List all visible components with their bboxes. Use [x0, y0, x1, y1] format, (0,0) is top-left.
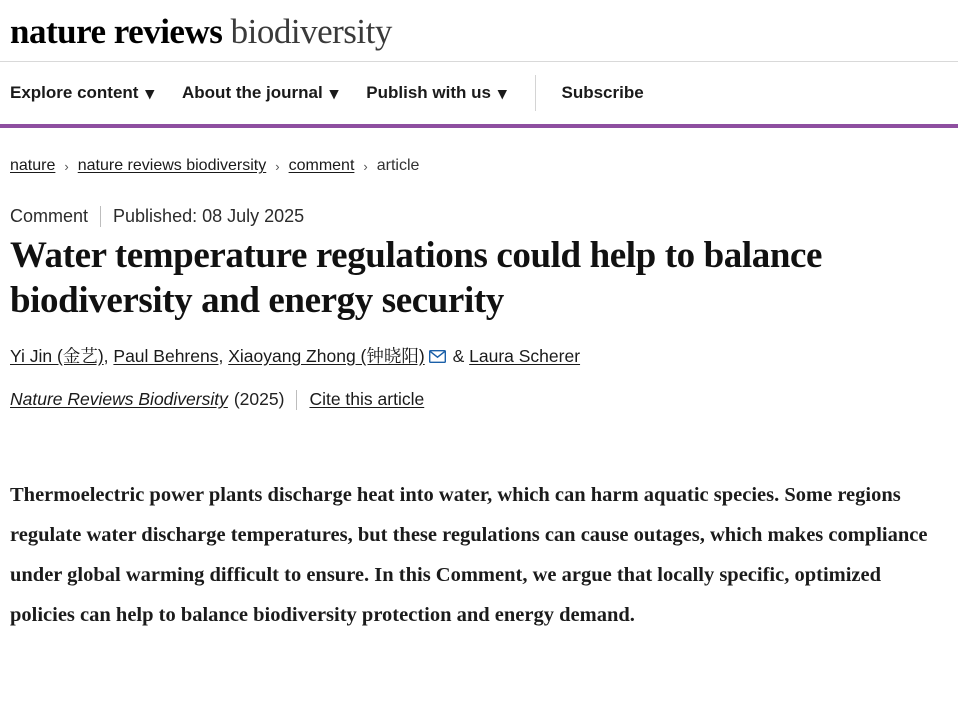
- author-link-2[interactable]: Paul Behrens: [113, 346, 219, 366]
- author-separator-2: ,: [218, 346, 229, 366]
- cite-this-article-link[interactable]: Cite this article: [309, 389, 425, 409]
- chevron-down-icon: ▾: [145, 83, 155, 103]
- site-masthead: [0, 0, 958, 62]
- envelope-icon[interactable]: [429, 350, 446, 363]
- journal-logo-strong: nature reviews: [10, 12, 223, 51]
- journal-citation-line: [10, 389, 948, 410]
- nav-item-label: Publish with us: [366, 83, 491, 102]
- nav-item-about-the-journal[interactable]: [182, 83, 338, 103]
- article-content: [0, 157, 958, 635]
- author-list: [10, 343, 948, 369]
- journal-year: (2025): [233, 389, 285, 409]
- meta-divider: [100, 206, 101, 227]
- nav-item-label: Explore content: [10, 83, 139, 102]
- chevron-down-icon: ▾: [497, 83, 507, 103]
- journal-divider: [296, 390, 297, 410]
- page-title: Water temperature regulations could help to balance biodiversity and energy security: [10, 235, 823, 321]
- journal-logo-light: [222, 12, 230, 51]
- nav-item-explore-content[interactable]: [10, 83, 154, 103]
- nav-item-publish-with-us[interactable]: [366, 83, 506, 103]
- nav-item-label: About the journal: [182, 83, 323, 102]
- article-published-date: Published: 08 July 2025: [113, 206, 305, 226]
- breadcrumb-separator-icon: ›: [275, 158, 280, 174]
- breadcrumb-separator-icon: ›: [363, 158, 368, 174]
- breadcrumb-item-article: article: [376, 157, 420, 174]
- nav-item-subscribe[interactable]: [562, 83, 644, 103]
- nav-item-label: Subscribe: [561, 83, 644, 102]
- breadcrumb-item-comment[interactable]: comment: [288, 157, 355, 174]
- author-link-1[interactable]: Yi Jin (金艺): [10, 346, 104, 366]
- article-meta: [10, 206, 948, 227]
- author-link-3[interactable]: Xiaoyang Zhong (钟晓阳): [228, 346, 425, 366]
- breadcrumb-item-nature[interactable]: nature: [10, 157, 56, 174]
- journal-logo[interactable]: [10, 12, 948, 52]
- author-separator-1: ,: [103, 346, 114, 366]
- nav-divider: [535, 75, 536, 111]
- breadcrumb-item-journal[interactable]: nature reviews biodiversity: [77, 157, 267, 174]
- chevron-down-icon: ▾: [329, 83, 339, 103]
- article-type-label: Comment: [10, 206, 89, 226]
- author-link-4[interactable]: Laura Scherer: [469, 346, 581, 366]
- primary-navigation: [0, 62, 958, 128]
- journal-title-link[interactable]: Nature Reviews Biodiversity: [10, 389, 228, 409]
- article-standfirst: Thermoelectric power plants discharge heat into water, which can harm aquatic species. Some regions regulate water discharge temperatures, but these regulations can cause outages, which makes compliance under global warming difficult to ensure. In this Comment, we argue that locally specific, optimized policies can help to balance biodiversity protection and energy demand.: [10, 484, 928, 626]
- breadcrumb: [10, 157, 948, 175]
- journal-logo-light-text: biodiversity: [230, 12, 392, 51]
- author-ampersand: &: [452, 346, 465, 366]
- breadcrumb-separator-icon: ›: [64, 158, 69, 174]
